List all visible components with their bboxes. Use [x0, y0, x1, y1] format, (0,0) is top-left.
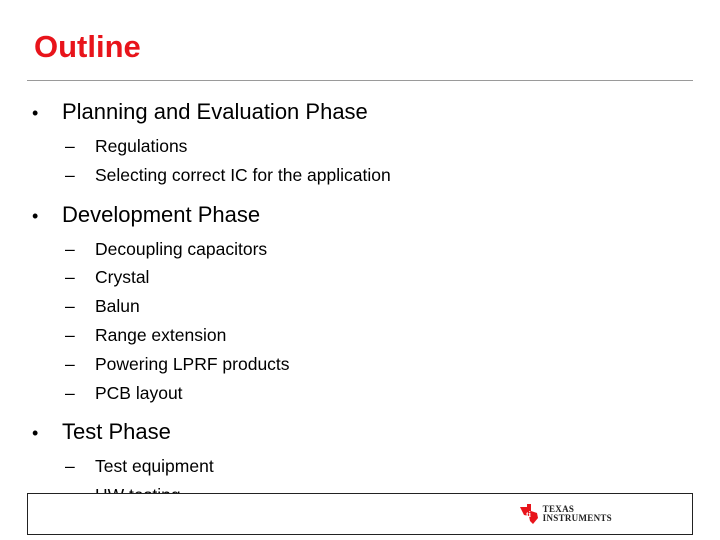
texas-instruments-logo: [518, 503, 612, 525]
bullet-item: [30, 96, 670, 128]
sub-item: [30, 350, 670, 379]
ti-state-icon: [518, 503, 540, 525]
title-bar: [27, 12, 693, 81]
sub-item-text: Selecting correct IC for the application: [95, 164, 391, 185]
bullet-item: [30, 199, 670, 231]
sub-item-text: Crystal: [95, 267, 150, 288]
dash-marker: –: [65, 238, 75, 259]
section-development: [30, 199, 670, 408]
slide-title: Outline: [34, 29, 141, 64]
svg-text:ti: ti: [525, 510, 531, 519]
slide-content: [30, 96, 670, 519]
section-planning: [30, 96, 670, 190]
sub-list: [30, 235, 670, 408]
sub-item: [30, 379, 670, 408]
dash-marker: –: [65, 324, 75, 345]
sub-item: [30, 161, 670, 190]
sub-item: [30, 321, 670, 350]
footer: [27, 493, 693, 535]
dash-marker: –: [65, 267, 75, 288]
sub-item-text: Regulations: [95, 136, 188, 156]
sub-item: [30, 235, 670, 264]
bullet-text: Development Phase: [62, 201, 261, 227]
bullet-marker: •: [32, 423, 39, 444]
sub-item: [30, 263, 670, 292]
sub-item-text: Balun: [95, 296, 140, 317]
ti-wordmark-line1: TEXAS: [542, 504, 575, 514]
ti-wordmark-line2: INSTRUMENTS: [542, 513, 612, 523]
bullet-text: Test Phase: [62, 419, 171, 445]
dash-marker: –: [65, 296, 75, 317]
sub-item: [30, 292, 670, 321]
sub-item-text: Test equipment: [95, 456, 214, 477]
sub-list: [30, 132, 670, 190]
sub-item: [30, 452, 670, 481]
dash-marker: –: [65, 353, 75, 374]
dash-marker: –: [65, 382, 75, 403]
bullet-marker: •: [32, 103, 39, 123]
bullet-marker: •: [32, 205, 39, 226]
sub-item-text: Powering LPRF products: [95, 353, 290, 374]
sub-item-text: PCB layout: [95, 382, 183, 403]
dash-marker: –: [65, 164, 75, 185]
sub-item-text: Range extension: [95, 324, 227, 345]
bullet-text: Planning and Evaluation Phase: [62, 99, 368, 124]
sub-item: [30, 132, 670, 161]
ti-wordmark: [543, 505, 612, 523]
bullet-item: [30, 416, 670, 448]
sub-item-text: Decoupling capacitors: [95, 238, 268, 259]
dash-marker: –: [65, 456, 75, 477]
dash-marker: –: [65, 136, 75, 156]
